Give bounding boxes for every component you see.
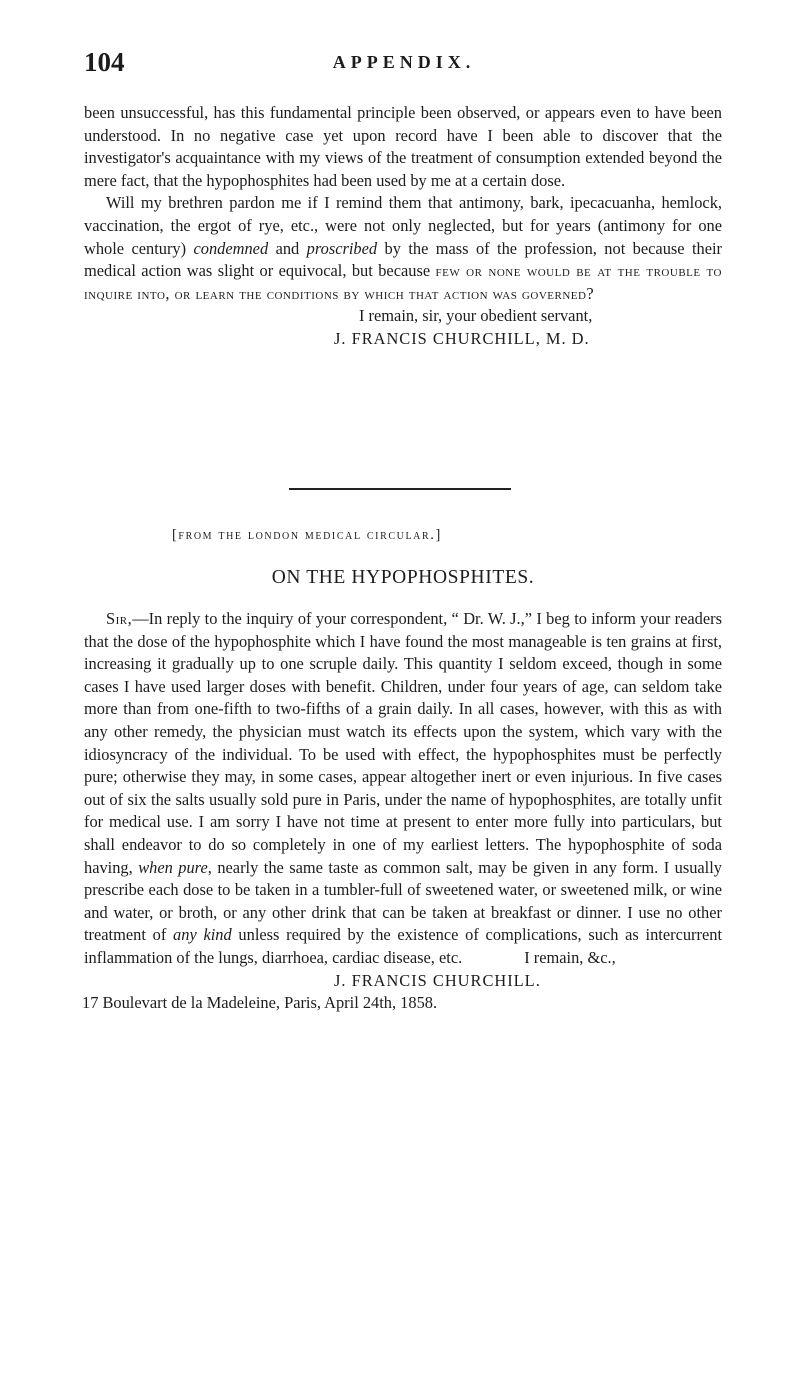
page-number: 104 [84,47,125,77]
article-title: ON THE HYPOPHOSPHITES. [271,567,535,588]
page-header [84,44,724,80]
letter-two-signature: J. FRANCIS CHURCHILL. [334,970,541,990]
source-line: [from the london medical circular.] [172,527,442,543]
salutation: Sir, [106,609,133,628]
letter-one-paragraph-2 [84,192,722,305]
body-mid: , nearly the same taste as common salt, may be given in any form. I usually prescribe each dose to be taken in a tumbler-full of sweetened water, or sweetened milk, or wine and water, or broth, or any other drink that can be taken at breakfast or dinner. I use no other treatment of [84,857,722,945]
running-head: APPENDIX. [332,52,476,72]
letter-two-closing: I remain, &c., [524,947,616,967]
emphasis-proscribed: proscribed [306,238,378,258]
emphasis-any-kind: any kind [173,925,232,945]
letter-two-body [84,608,722,970]
emphasis-condemned: condemned [193,238,269,258]
section-divider [289,488,511,490]
paragraph-2-caps: few or none would be at the trouble to inquire into, or learn the conditions by which that action was governed? [84,261,722,303]
letter-one [84,102,722,351]
paragraph-2-start: Will my brethren pardon me if I remind them that antimony, bark, ipecacuanha, hemlock, vaccination, the ergot of rye, etc., were not only neglected, but for years (antimony for one whole century) [84,193,722,258]
paragraph-2-mid: by the mass of the profession, not because their medical action was slight or equivocal, but because [84,238,722,281]
body-start: —In reply to the inquiry of your correspondent, “ Dr. W. J.,” I beg to inform your readers that the dose of the hypophosphite which I have found the most manageable is ten grains at first, increasing it gradually up to one scruple daily. This quantity I seldom exceed, though in some cases I have used larger doses with benefit. Children, under four years of age, can seldom take more than from one-fifth to two-fifths of a grain daily. In all cases, however, with this as with any other remedy, the physician must watch its effects upon the system, which vary with the idiosyncracy of the individual. To be used with effect, the hypophosphites must be perfectly pure; otherwise they may, in some cases, appear altogether inert or even injurious. In five cases out of six the salts usually sold pure in Paris, under the name of hypophosphites, are totally unfit for medical use. I am sorry I have not time at present to enter more fully into particulars, but shall endeavor to do so completely in one of my earliest letters. The hypophosphite of soda having, [84,609,722,877]
letter-one-closing: I remain, sir, your obedient servant, [359,306,593,326]
conjunction-and: and [268,238,307,258]
letter-two-address: 17 Boulevart de la Madeleine, Paris, April 24th, 1858. [82,993,438,1013]
body-end: unless required by the existence of complications, such as intercurrent inflammation of the lungs, diarrhoea, cardiac disease, etc. [84,925,722,967]
letter-two [84,524,722,1015]
letter-one-paragraph-1: been unsuccessful, has this fundamental principle been observed, or appears even to have been understood. In no negative case yet upon record have I been able to discover that the investigator's acquaintance with my views of the treatment of consumption extended beyond the mere fact, that the hypophosphites had been used by me at a certain dose. [84,103,722,190]
letter-one-signature: J. FRANCIS CHURCHILL, M. D. [334,328,590,348]
emphasis-when-pure: when pure [138,857,208,877]
